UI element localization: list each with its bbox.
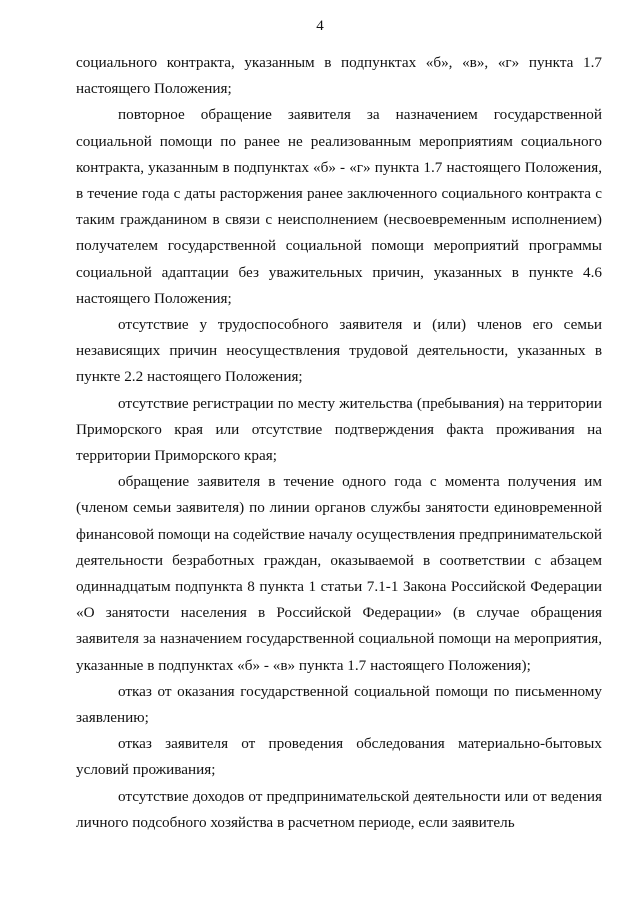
paragraph-written-refusal: отказ от оказания государственной социальной помощи по письменному заявлению;: [76, 682, 602, 727]
paragraph-no-income: отсутствие доходов от предпринимательской деятельности или от ведения личного подсобного хозяйства в расчетном периоде, если заявитель: [76, 787, 602, 831]
paragraph-repeat-application: повторное обращение заявителя за назначением государственной социальной помощи по ранее не реализованным мероприятиям социального контракта, указанным в подпунктах «б» - «г» пункта 1.7 настоящего Положения, в течение года с даты расторжения ранее заключенного социального контракта с таким гражданином в связи с неисполнением (несвоевременным исполнением) получателем государственной социальной помощи мероприятий программы социальной адаптации без уважительных причин, указанных в пункте 4.6 настоящего Положения;: [76, 106, 602, 307]
paragraph-continuation: социального контракта, указанным в подпунктах «б», «в», «г» пункта 1.7 настоящего Положения;: [76, 54, 602, 98]
paragraph-no-registration: отсутствие регистрации по месту жительства (пребывания) на территории Приморского края или отсутствие подтверждения факта проживания на территории Приморского края;: [76, 394, 602, 465]
page-number: 4: [316, 18, 324, 34]
document-body: [76, 50, 602, 836]
paragraph-employment-aid: обращение заявителя в течение одного года с момента получения им (членом семьи заявителя) по линии органов службы занятости единовременной финансовой помощи на содействие началу осуществления предпринимательской деятельности безработных граждан, оказываемой в соответствии с абзацем одиннадцатым подпункта 8 пункта 1 статьи 7.1-1 Закона Российской Федерации «О занятости населения в Российской Федерации» (в случае обращения заявителя за назначением государственной социальной помощи на мероприятия, указанные в подпунктах «б» - «в» пункта 1.7 настоящего Положения);: [76, 473, 602, 674]
paragraph-no-reasons: отсутствие у трудоспособного заявителя и (или) членов его семьи независящих причин неосуществления трудовой деятельности, указанных в пункте 2.2 настоящего Положения;: [76, 316, 602, 386]
paragraph-inspection-refusal: отказ заявителя от проведения обследования материально-бытовых условий проживания;: [76, 735, 602, 779]
